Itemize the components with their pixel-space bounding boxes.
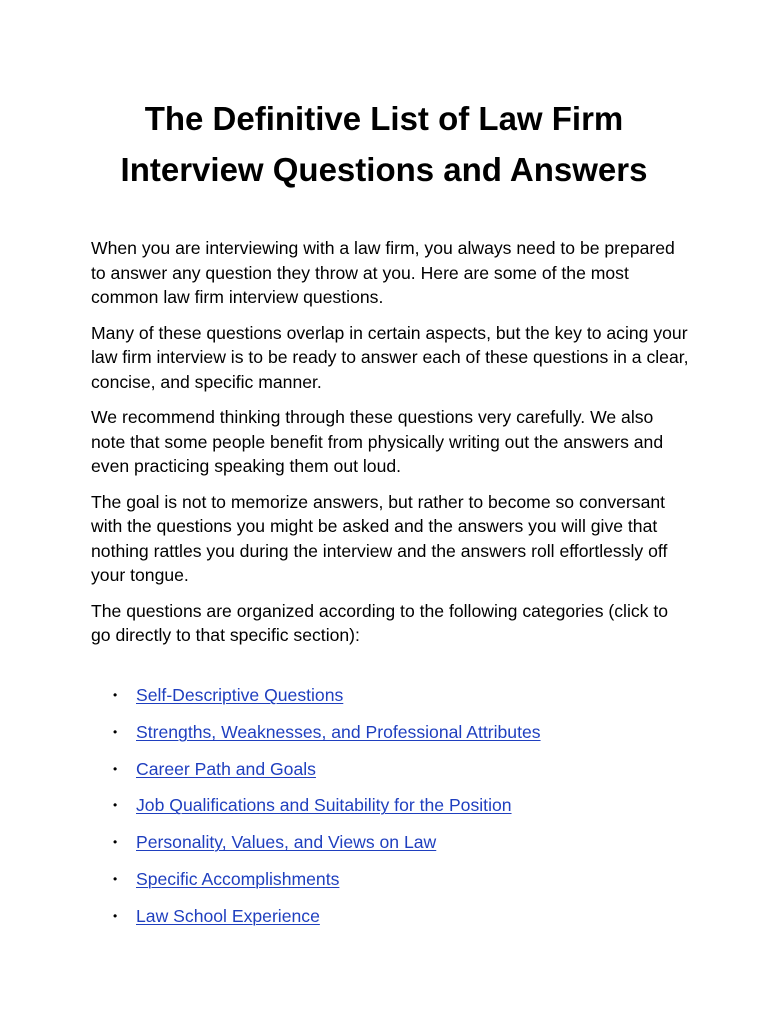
bullet-icon: • [113, 908, 118, 923]
link-self-descriptive-questions[interactable]: Self-Descriptive Questions [136, 685, 344, 705]
list-item [91, 757, 691, 794]
list-item [91, 683, 691, 720]
bullet-icon: • [113, 835, 118, 850]
link-job-qualifications[interactable]: Job Qualifications and Suitability for the Position [136, 795, 512, 816]
category-link-list [91, 683, 691, 941]
list-item [91, 904, 691, 941]
recommendation-paragraph: We recommend thinking through these questions very carefully. We also note that some people benefit from physically writing out the answers and even practicing speaking them out loud. [91, 407, 664, 476]
list-item [91, 793, 691, 830]
title-line-1: The Definitive List of Law Firm [144, 100, 624, 137]
intro-paragraph: When you are interviewing with a law firm, you always need to be prepared to answer any question they throw at you. Here are some of the most common law firm interview questions. [91, 238, 675, 307]
bullet-icon: • [113, 871, 118, 886]
list-item [91, 720, 691, 757]
goal-paragraph: The goal is not to memorize answers, but rather to become so conversant with the questions you might be asked and the answers you will give that nothing rattles you during the interview and the answers roll effortlessly off your tongue. [91, 491, 668, 585]
link-specific-accomplishments[interactable]: Specific Accomplishments [136, 868, 340, 889]
list-item [91, 867, 691, 904]
title-line-2: Interview Questions and Answers [120, 151, 648, 188]
link-law-school-experience[interactable]: Law School Experience [136, 905, 320, 926]
bullet-icon: • [113, 688, 118, 702]
list-item [91, 830, 691, 867]
intro-text [91, 236, 691, 659]
link-career-path-goals[interactable]: Career Path and Goals [136, 758, 316, 779]
overlap-paragraph: Many of these questions overlap in certain aspects, but the key to acing your law firm interview is to be ready to answer each of these questions in a clear, concise, and specific manner. [91, 322, 689, 392]
link-strengths-weaknesses[interactable]: Strengths, Weaknesses, and Professional Attributes [136, 721, 541, 742]
bullet-icon: • [113, 798, 118, 813]
bullet-icon: • [113, 761, 118, 776]
bullet-icon: • [113, 724, 118, 739]
link-personality-values[interactable]: Personality, Values, and Views on Law [136, 832, 437, 853]
categories-intro-paragraph: The questions are organized according to the following categories (click to go directly to that specific section): [91, 600, 669, 645]
document-title [60, 93, 708, 195]
